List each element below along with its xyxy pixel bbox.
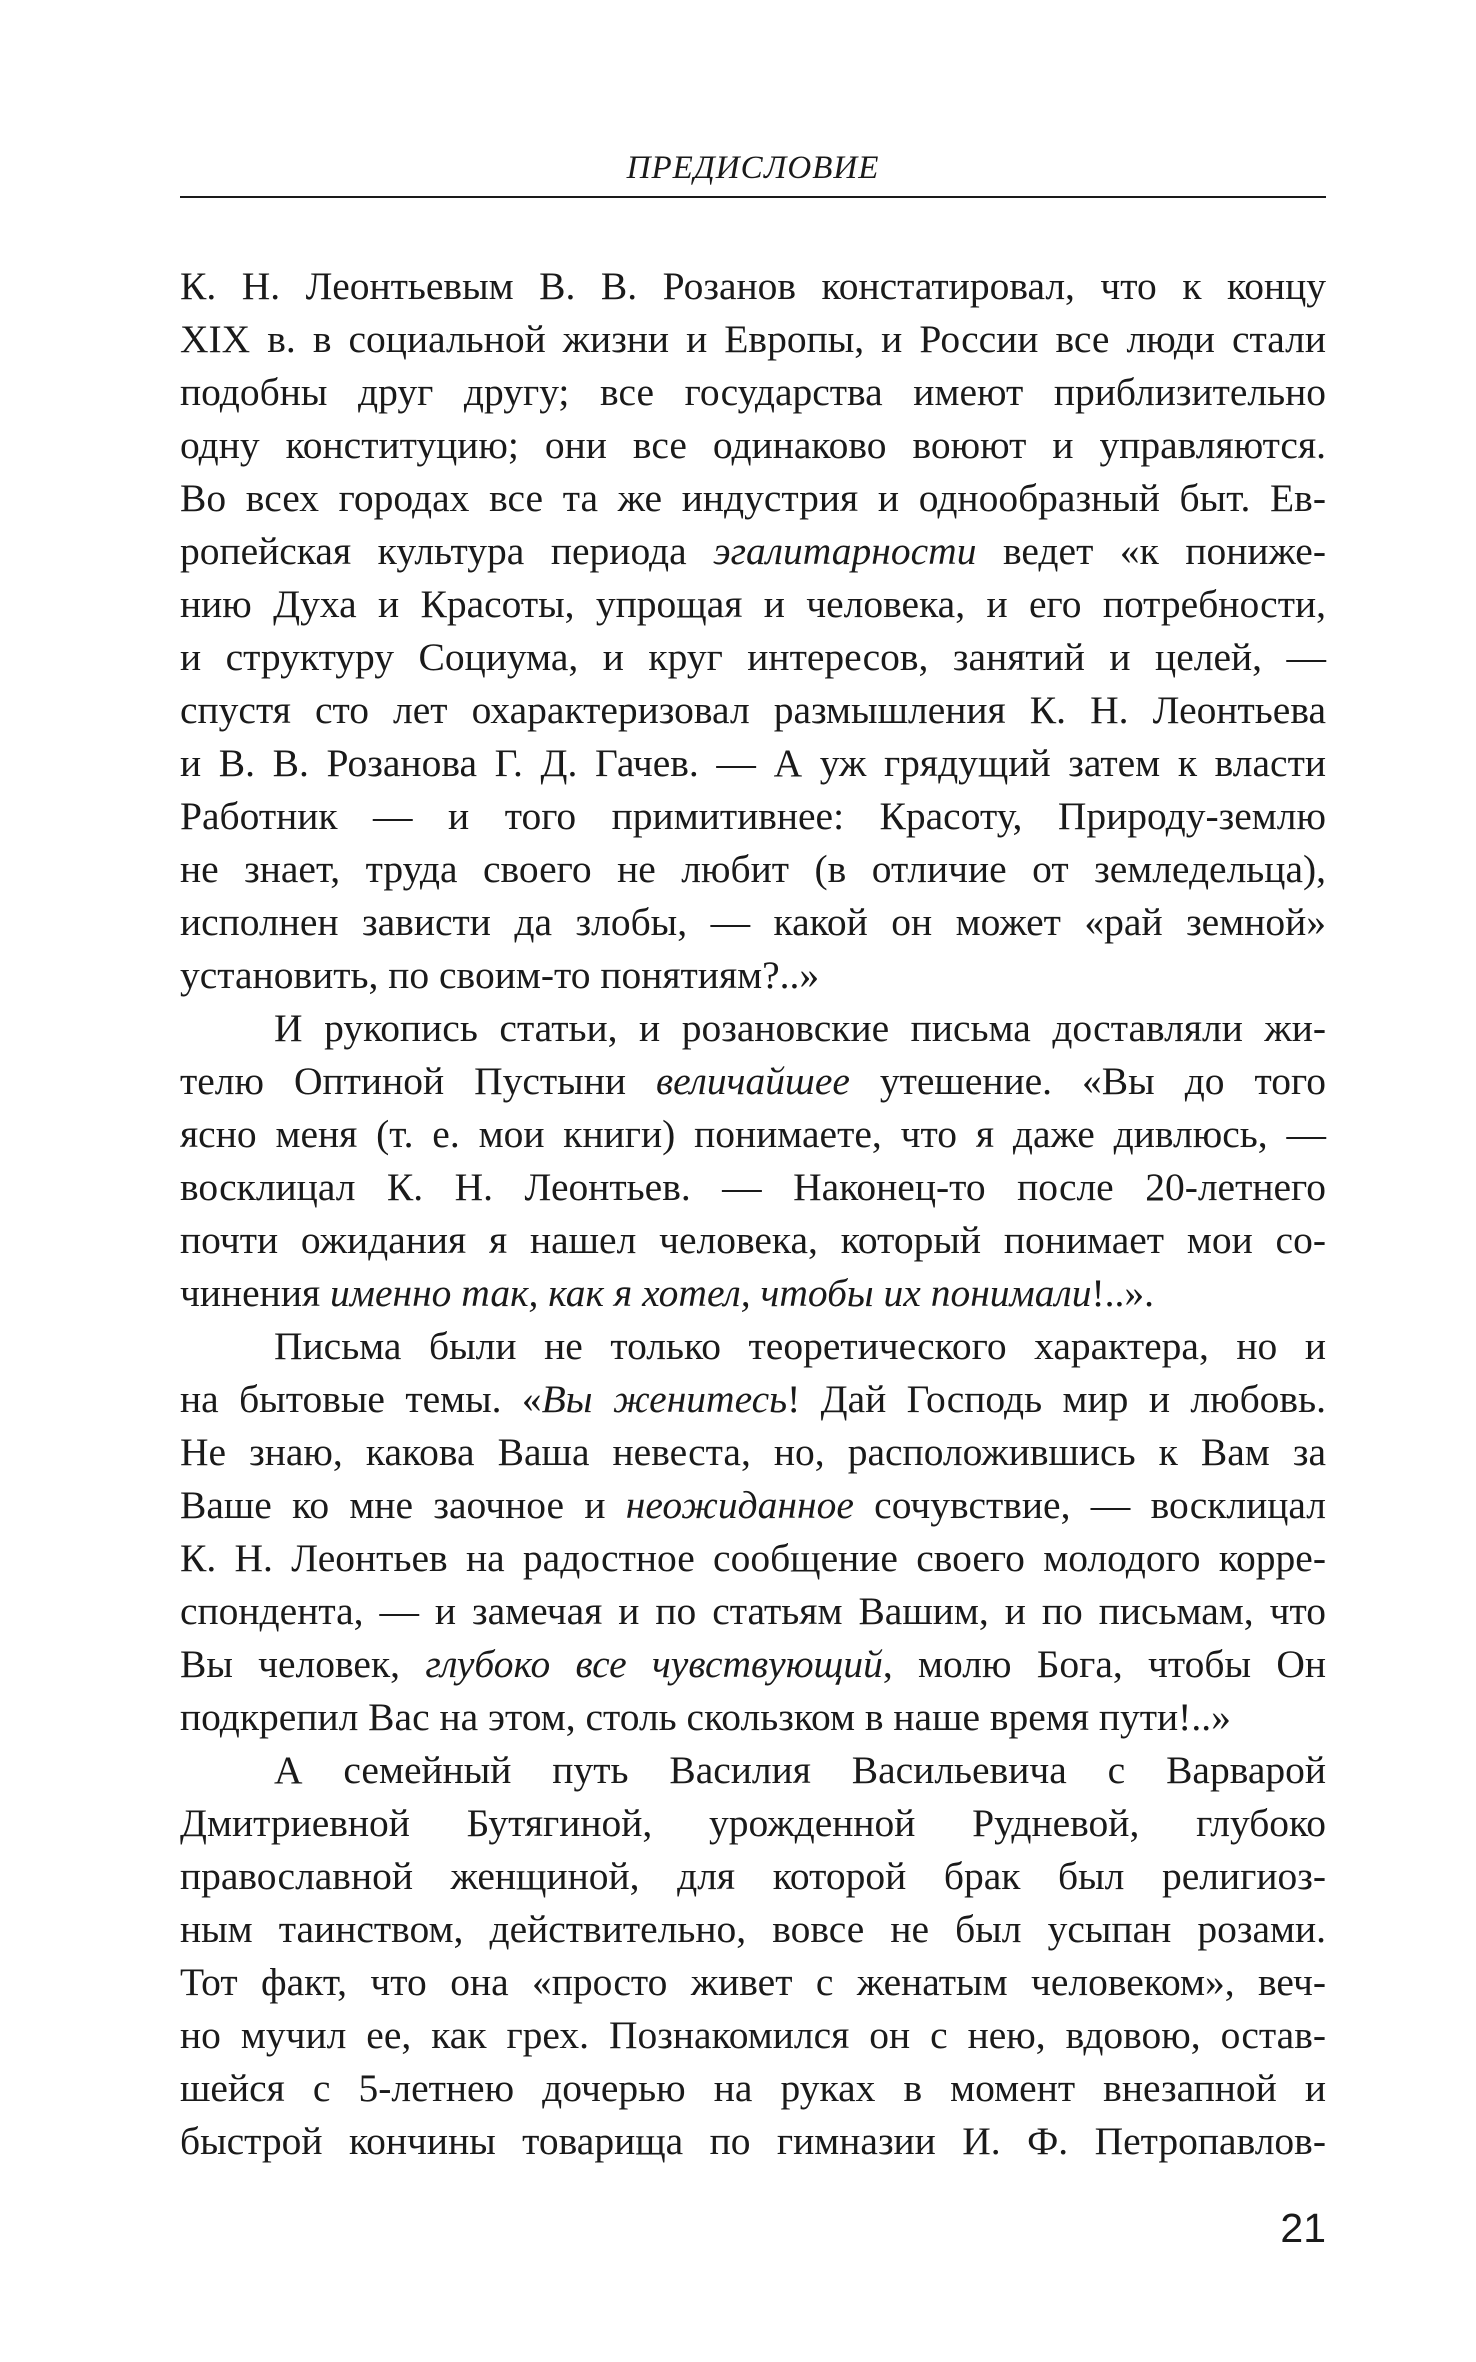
text-line [180, 525, 1326, 578]
text-line: Письма были не только теоретического характера, но и [274, 1324, 1326, 1368]
text-line: И рукопись статьи, и розановские письма доставляли жи- [274, 1006, 1326, 1050]
text-run: ропейская культура периода [180, 529, 714, 573]
text-line: подкрепил Вас на этом, столь скользком в наше время пути!..» [180, 1695, 1231, 1739]
text-line [180, 1638, 1326, 1691]
header-rule [180, 196, 1326, 198]
text-line: исполнен зависти да злобы, — какой он может «рай земной» [180, 900, 1326, 944]
italic-emphasis: эгалитарности [713, 529, 977, 573]
italic-emphasis: Вы женитесь [541, 1377, 788, 1421]
text-run: !..». [1091, 1271, 1155, 1315]
text-run: Вы человек, [180, 1642, 426, 1686]
text-line: восклицал К. Н. Леонтьев. — Наконец-то после 20-летнего [180, 1165, 1326, 1209]
text-line: XIX в. в социальной жизни и Европы, и России все люди стали [180, 317, 1326, 361]
text-line: не знает, труда своего не любит (в отличие от земледельца), [180, 847, 1326, 891]
text-run: на бытовые темы. « [180, 1377, 542, 1421]
text-line: К. Н. Леонтьев на радостное сообщение своего молодого корре- [180, 1536, 1326, 1580]
text-line [180, 1373, 1326, 1426]
text-line: и структуру Социума, и круг интересов, занятий и целей, — [180, 635, 1326, 679]
page-number: 21 [1280, 2205, 1326, 2251]
text-line: ным таинством, действительно, вовсе не был усыпан розами. [180, 1907, 1326, 1951]
text-line: спустя сто лет охарактеризовал размышления К. Н. Леонтьева [180, 688, 1326, 732]
text-line: К. Н. Леонтьевым В. В. Розанов констатировал, что к концу [180, 264, 1326, 308]
text-run: ! Дай Господь мир и любовь. [787, 1377, 1326, 1421]
text-line: нию Духа и Красоты, упрощая и человека, и его потребности, [180, 582, 1326, 626]
text-line: одну конституцию; они все одинаково воюют и управляются. [180, 423, 1326, 467]
text-run: ведет «к пониже- [976, 529, 1326, 573]
text-line: шейся с 5-летнею дочерью на руках в момент внезапной и [180, 2066, 1326, 2110]
text-run: , молю Бога, чтобы Он [882, 1642, 1326, 1686]
text-line: быстрой кончины товарища по гимназии И. Ф. Петропавлов- [180, 2119, 1326, 2163]
text-line: Работник — и того примитивнее: Красоту, Природу-землю [180, 794, 1326, 838]
text-line: православной женщиной, для которой брак был религиоз- [180, 1854, 1326, 1898]
text-line [180, 1479, 1326, 1532]
text-line: Не знаю, какова Ваша невеста, но, расположившись к Вам за [180, 1430, 1326, 1474]
text-run: сочувствие, — восклицал [853, 1483, 1327, 1527]
italic-emphasis: неожиданное [625, 1483, 854, 1527]
text-run: Ваше ко мне заочное и [180, 1483, 626, 1527]
text-run: чинения [180, 1271, 330, 1315]
text-line: но мучил ее, как грех. Познакомился он с нею, вдовою, остав- [180, 2013, 1326, 2057]
text-line: А семейный путь Василия Васильевича с Варварой [274, 1748, 1326, 1792]
text-run: телю Оптиной Пустыни [180, 1059, 656, 1103]
text-line: Дмитриевной Бутягиной, урожденной Рудневой, глубоко [180, 1801, 1326, 1845]
italic-emphasis: именно так, как я хотел, чтобы их понимали [330, 1271, 1092, 1315]
text-line: Тот факт, что она «просто живет с женатым человеком», веч- [180, 1960, 1326, 2004]
text-line: ясно меня (т. е. мои книги) понимаете, что я даже дивлюсь, — [180, 1112, 1326, 1156]
text-line: подобны друг другу; все государства имеют приблизительно [180, 370, 1326, 414]
text-line: и В. В. Розанова Г. Д. Гачев. — А уж грядущий затем к власти [180, 741, 1326, 785]
text-line: Во всех городах все та же индустрия и однообразный быт. Ев- [180, 476, 1326, 520]
text-run: утешение. «Вы до того [849, 1059, 1326, 1103]
text-line: почти ожидания я нашел человека, который понимает мои со- [180, 1218, 1326, 1262]
text-line [180, 1055, 1326, 1108]
text-line: спондента, — и замечая и по статьям Вашим, и по письмам, что [180, 1589, 1326, 1633]
italic-emphasis: величайшее [655, 1059, 850, 1103]
text-line: установить, по своим-то понятиям?..» [180, 953, 820, 997]
italic-emphasis: глубоко все чувствующий [425, 1642, 883, 1686]
running-head: ПРЕДИСЛОВИЕ [626, 150, 880, 186]
text-line [180, 1267, 1326, 1320]
body-text [180, 260, 1326, 2168]
